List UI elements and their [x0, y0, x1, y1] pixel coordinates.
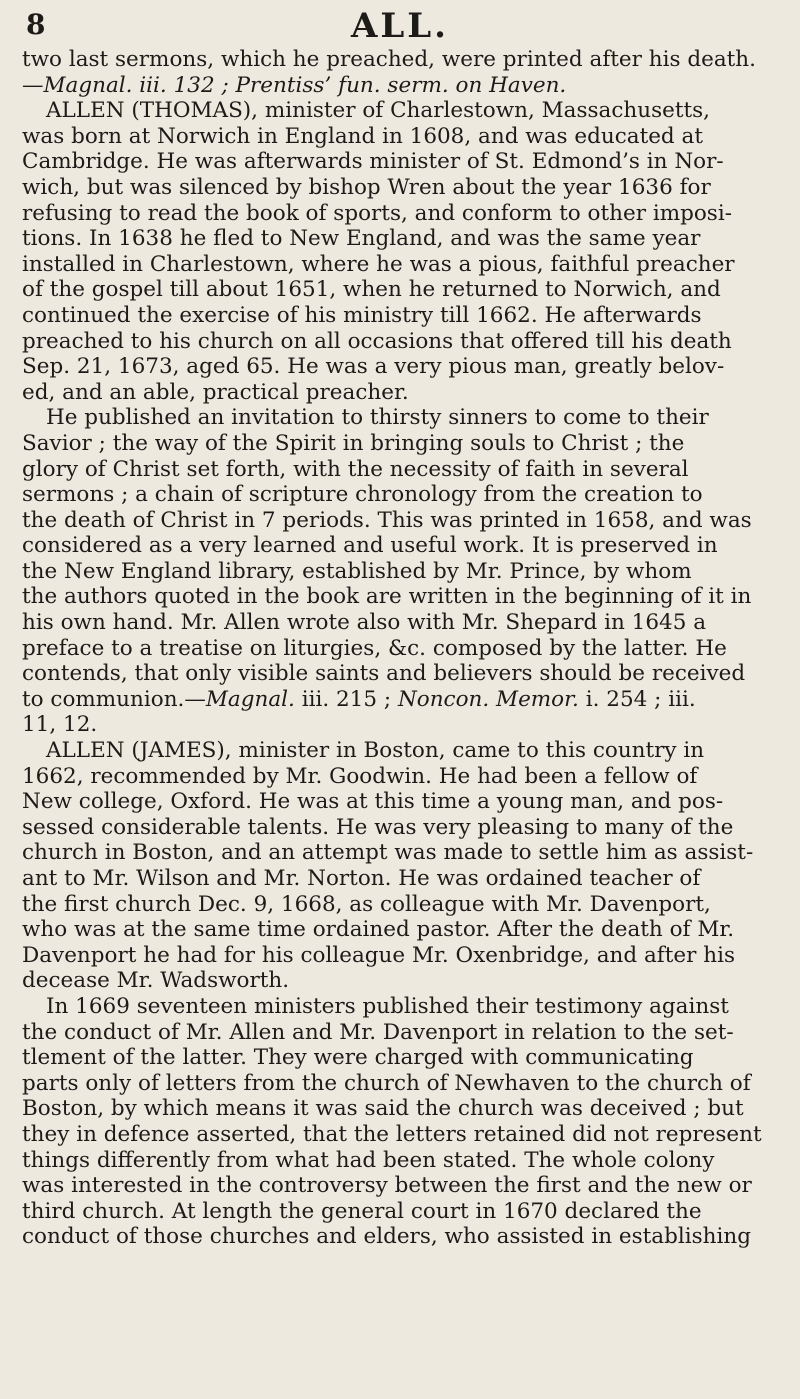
text-segment: glory of Christ set forth, with the necessity of faith in several [22, 456, 689, 482]
text-segment: continued the exercise of his ministry till 1662. He afterwards [22, 302, 702, 328]
text-line [22, 1020, 794, 1046]
text-segment: preached to his church on all occasions that offered till his death [22, 328, 732, 354]
text-segment: things differently from what had been stated. The whole colony [22, 1147, 715, 1173]
text-segment: In 1669 seventeen ministers published their testimony against [46, 993, 729, 1019]
running-head: ALL. [350, 6, 450, 46]
text-line [22, 431, 794, 457]
text-segment: the New England library, established by Mr. Prince, by whom [22, 558, 692, 584]
text-segment: —Magnal. iii. 132 ; Prentiss’ fun. serm. on Haven. [22, 72, 567, 98]
body-text [22, 47, 794, 1250]
text-segment: refusing to read the book of sports, and conform to other imposi- [22, 200, 732, 226]
text-line [22, 124, 794, 150]
text-segment: 1662, recommended by Mr. Goodwin. He had been a fellow of [22, 763, 698, 789]
text-segment: Noncon. Memor. [397, 686, 579, 712]
text-segment: Sep. 21, 1673, aged 65. He was a very pious man, greatly belov- [22, 354, 725, 380]
text-line [22, 712, 794, 738]
text-line [22, 508, 794, 534]
text-segment: parts only of letters from the church of Newhaven to the church of [22, 1070, 751, 1096]
text-line [22, 738, 794, 764]
text-line [22, 1173, 794, 1199]
text-line [22, 73, 794, 99]
text-segment: the conduct of Mr. Allen and Mr. Davenport in relation to the set- [22, 1019, 734, 1045]
text-segment: preface to a treatise on liturgies, &c. composed by the latter. He [22, 635, 727, 661]
text-line [22, 764, 794, 790]
text-line [22, 277, 794, 303]
text-segment: conduct of those churches and elders, who assisted in establishing [22, 1224, 751, 1250]
text-line [22, 329, 794, 355]
text-segment: He published an invitation to thirsty sinners to come to their [46, 405, 709, 431]
text-line [22, 687, 794, 713]
text-segment: tions. In 1638 he fled to New England, and was the same year [22, 226, 701, 252]
text-segment: wich, but was silenced by bishop Wren about the year 1636 for [22, 174, 711, 200]
text-line [22, 789, 794, 815]
text-segment: sermons ; a chain of scripture chronology from the creation to [22, 482, 703, 508]
text-line [22, 1199, 794, 1225]
text-segment: ALLEN (THOMAS), minister of Charlestown, Massachusetts, [46, 98, 710, 124]
text-line [22, 98, 794, 124]
text-segment: tlement of the latter. They were charged with communicating [22, 1045, 694, 1071]
text-line [22, 1071, 794, 1097]
text-line [22, 866, 794, 892]
text-line [22, 533, 794, 559]
text-segment: third church. At length the general court in 1670 declared the [22, 1198, 702, 1224]
text-line [22, 1148, 794, 1174]
text-segment: the authors quoted in the book are written in the beginning of it in [22, 584, 752, 610]
text-segment: his own hand. Mr. Allen wrote also with Mr. Shepard in 1645 a [22, 610, 707, 636]
text-segment: decease Mr. Wadsworth. [22, 968, 290, 994]
text-line [22, 201, 794, 227]
text-segment: who was at the same time ordained pastor. After the death of Mr. [22, 917, 735, 943]
text-line [22, 380, 794, 406]
text-segment: New college, Oxford. He was at this time a young man, and pos- [22, 789, 724, 815]
text-line [22, 226, 794, 252]
text-segment: installed in Charlestown, where he was a pious, faithful preacher [22, 251, 735, 277]
text-segment: 11, 12. [22, 712, 98, 738]
text-line [22, 1096, 794, 1122]
text-segment: Savior ; the way of the Spirit in bringing souls to Christ ; the [22, 430, 685, 456]
text-segment: ant to Mr. Wilson and Mr. Norton. He was ordained teacher of [22, 866, 701, 891]
text-segment: Davenport he had for his colleague Mr. Oxenbridge, and after his [22, 942, 735, 968]
text-line [22, 47, 794, 73]
text-line [22, 815, 794, 841]
text-segment: was interested in the controversy between the first and the new or [22, 1173, 752, 1199]
page-header [0, 6, 800, 46]
text-segment: contends, that only visible saints and believers should be received [22, 661, 746, 687]
text-line [22, 1045, 794, 1071]
text-segment: the first church Dec. 9, 1668, as colleague with Mr. Davenport, [22, 891, 711, 917]
text-line [22, 610, 794, 636]
text-line [22, 559, 794, 585]
text-segment: two last sermons, which he preached, were printed after his death. [22, 47, 756, 72]
text-line [22, 252, 794, 278]
text-line [22, 840, 794, 866]
text-line [22, 917, 794, 943]
text-line [22, 482, 794, 508]
text-line [22, 968, 794, 994]
text-line [22, 661, 794, 687]
text-segment: to communion.— [22, 686, 206, 712]
text-line [22, 584, 794, 610]
text-line [22, 943, 794, 969]
text-line [22, 994, 794, 1020]
text-segment: of the gospel till about 1651, when he returned to Norwich, and [22, 277, 721, 303]
text-segment: considered as a very learned and useful work. It is preserved in [22, 533, 718, 559]
text-segment: church in Boston, and an attempt was made to settle him as assist- [22, 840, 754, 866]
text-segment: Boston, by which means it was said the church was deceived ; but [22, 1096, 744, 1122]
text-line [22, 457, 794, 483]
text-line [22, 1122, 794, 1148]
text-segment: i. 254 ; iii. [578, 686, 696, 712]
text-segment: was born at Norwich in England in 1608, and was educated at [22, 123, 703, 149]
text-line [22, 149, 794, 175]
text-line [22, 175, 794, 201]
text-line [22, 303, 794, 329]
text-segment: ALLEN (JAMES), minister in Boston, came to this country in [46, 738, 705, 764]
text-segment: Magnal. [205, 686, 295, 712]
text-segment: ed, and an able, practical preacher. [22, 379, 409, 405]
text-segment: Cambridge. He was afterwards minister of St. Edmond’s in Nor- [22, 149, 724, 175]
text-segment: sessed considerable talents. He was very pleasing to many of the [22, 814, 734, 840]
text-line [22, 405, 794, 431]
page-number: 8 [26, 8, 46, 41]
text-line [22, 1224, 794, 1250]
text-segment: iii. 215 ; [294, 686, 398, 712]
text-line [22, 636, 794, 662]
text-segment: they in defence asserted, that the letters retained did not represent [22, 1121, 762, 1147]
text-line [22, 354, 794, 380]
text-segment: the death of Christ in 7 periods. This was printed in 1658, and was [22, 507, 752, 533]
text-line [22, 892, 794, 918]
